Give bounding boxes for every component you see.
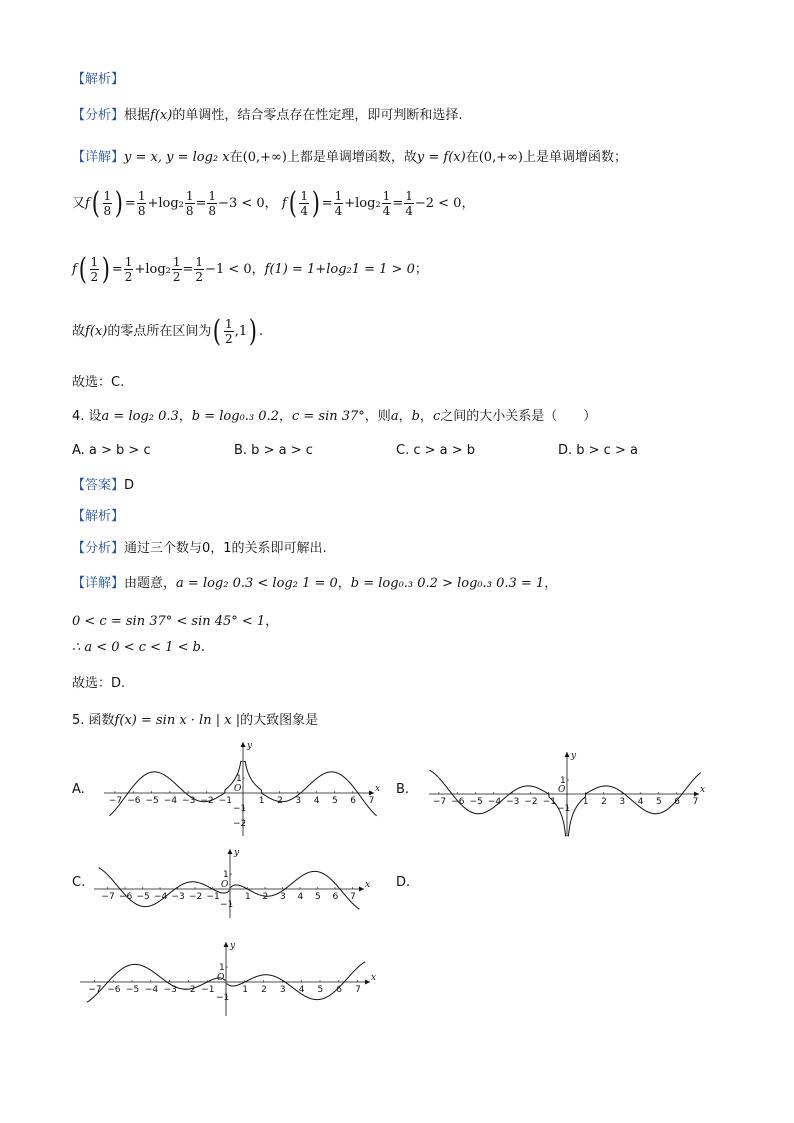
y-axis-arrow [241, 742, 246, 747]
q4-option-b: B. b > a > c [234, 443, 313, 458]
y-axis-arrow [228, 849, 233, 854]
x-tick-label: −1 [201, 985, 215, 995]
q5-label-d: D. [396, 875, 411, 890]
x-tick-label: −1 [218, 796, 232, 806]
q3-eval-line-1: 又f( $\frac{1}{8}$ ) = $\frac{1}{8}$ +log₂ $\frac{1}{8}$ = $\frac{1}{8}$ −3 < 0， f( $\frac{1}{4}$ ) = $\frac{1}{4}$ +log₂ $\frac{1}{4}$ = $\frac{1}{4}$ −2 < 0， [72, 186, 475, 221]
x-tick-label: 1 [245, 892, 251, 902]
x-axis-arrow [369, 791, 374, 796]
x-tick-label: −5 [145, 796, 159, 806]
x-tick-label: 4 [313, 796, 320, 806]
x-tick-label: 7 [368, 796, 375, 806]
origin-label: O [234, 784, 242, 794]
x-tick-label: −6 [119, 892, 133, 902]
q3-fenxi-tag: 【分析】 [72, 108, 125, 123]
q5-label-c: C. [72, 875, 86, 890]
x-tick-label: 7 [350, 892, 356, 902]
x-tick-label: −6 [107, 985, 121, 995]
y-tick-label: −2 [233, 819, 247, 829]
origin-label: O [221, 880, 229, 890]
x-tick-label: −4 [144, 985, 159, 995]
q4-option-d: D. b > c > a [558, 443, 638, 458]
q3-conclusion: 故f(x)的零点所在区间为( $\frac{1}{2}$ ,1) . [72, 314, 263, 349]
y-tick-label: 1 [236, 774, 242, 784]
q5-label-b: B. [396, 782, 410, 797]
x-axis-label: x [375, 784, 380, 794]
x-tick-label: 6 [336, 985, 343, 995]
x-tick-label: −1 [542, 797, 556, 807]
x-tick-label: 1 [258, 796, 265, 806]
y-tick-label: −1 [220, 900, 234, 910]
q3-xiangjie-line: 【详解】y = x, y = log₂ x在(0,+∞)上都是单调增函数，故y = f(x)在(0,+∞)上是单调增函数； [72, 150, 628, 165]
x-tick-label: 6 [332, 892, 339, 902]
x-tick-label: 3 [279, 985, 286, 995]
x-axis-label: x [700, 785, 705, 795]
x-tick-label: −5 [136, 892, 150, 902]
y-tick-label: −1 [216, 993, 230, 1003]
x-tick-label: 1 [582, 797, 589, 807]
q4-fenxi-line: 【分析】通过三个数与0，1的关系即可解出. [72, 541, 327, 556]
y-axis-label: y [247, 741, 253, 751]
q4-line-3: ∴ a < 0 < c < 1 < b. [72, 640, 206, 655]
q4-line-2: 0 < c = sin 37° < sin 45° < 1， [72, 614, 279, 629]
x-tick-label: −2 [200, 796, 214, 806]
x-tick-label: 3 [280, 892, 286, 902]
y-tick-label: 1 [223, 870, 229, 880]
x-tick-label: 2 [277, 796, 283, 806]
q4-xiangjie-line: 【详解】由题意，a = log₂ 0.3 < log₂ 1 = 0，b = log₀.₃ 0.2 > log₀.₃ 0.3 = 1， [72, 576, 558, 591]
x-tick-label: 4 [637, 797, 644, 807]
x-tick-label: 2 [261, 985, 267, 995]
q3-eval-line-2: f( $\frac{1}{2}$ ) = $\frac{1}{2}$ +log₂ $\frac{1}{2}$ = $\frac{1}{2}$ −1 < 0，f(1) = 1+log₂1 = 1 > 0； [72, 252, 428, 287]
q5-stem: 5. 函数f(x) = sin x · ln | x |的大致图象是 [72, 713, 319, 728]
x-tick-label: −3 [163, 985, 177, 995]
q5-graph-c [90, 845, 370, 920]
q4-stem: 4. 设a = log₂ 0.3，b = log₀.₃ 0.2，c = sin 37°，则a，b，c之间的大小关系是（ ） [72, 409, 597, 424]
x-tick-label: −6 [127, 796, 141, 806]
x-tick-label: 5 [317, 985, 324, 995]
x-tick-label: 3 [295, 796, 302, 806]
y-tick-label: −1 [557, 804, 571, 814]
x-axis-arrow [365, 980, 370, 985]
x-tick-label: 5 [315, 892, 321, 902]
y-axis-arrow [565, 752, 570, 757]
x-tick-label: −6 [451, 797, 465, 807]
x-axis-arrow [694, 792, 699, 797]
x-tick-label: 3 [619, 797, 626, 807]
x-tick-label: −5 [126, 985, 140, 995]
x-tick-label: −7 [101, 892, 115, 902]
x-tick-label: 6 [674, 797, 681, 807]
y-tick-label: 1 [560, 776, 566, 786]
y-axis-label: y [571, 751, 577, 761]
q5-graph-a [100, 738, 380, 838]
q3-jiexi-tag: 【解析】 [72, 72, 125, 87]
x-tick-label: −2 [182, 985, 196, 995]
x-tick-label: −4 [163, 796, 178, 806]
q4-choice: 故选：D. [72, 676, 126, 691]
x-tick-label: 5 [332, 796, 338, 806]
x-tick-label: −4 [154, 892, 168, 902]
q4-answer-line: 【答案】D [72, 478, 135, 493]
origin-label: O [558, 785, 566, 795]
x-axis-arrow [359, 887, 364, 892]
q4-option-a: A. a > b > c [72, 443, 151, 458]
x-tick-label: −3 [182, 796, 196, 806]
x-tick-label: 1 [242, 985, 249, 995]
q4-jiexi-tag: 【解析】 [72, 509, 125, 524]
x-tick-label: −2 [524, 797, 538, 807]
x-axis-label: x [371, 973, 376, 983]
x-tick-label: −5 [469, 797, 483, 807]
q3-answer: 故选：C. [72, 375, 125, 390]
q5-graph-b [425, 748, 705, 838]
x-tick-label: −3 [171, 892, 185, 902]
q5-label-a: A. [72, 782, 85, 797]
x-tick-label: −3 [506, 797, 520, 807]
x-tick-label: −4 [487, 797, 502, 807]
x-tick-label: 6 [350, 796, 357, 806]
y-tick-label: 1 [219, 963, 225, 973]
q4-option-c: C. c > a > b [396, 443, 476, 458]
q3-xiangjie-tag: 【详解】 [72, 150, 125, 165]
x-tick-label: 5 [656, 797, 662, 807]
y-axis-label: y [234, 848, 240, 858]
x-tick-label: 2 [262, 892, 269, 902]
x-tick-label: −7 [432, 797, 447, 807]
x-tick-label: −7 [88, 985, 102, 995]
x-tick-label: −1 [206, 892, 220, 902]
origin-label: O [217, 973, 225, 983]
x-tick-label: 4 [297, 892, 304, 902]
q5-graph-d [76, 938, 376, 1018]
x-tick-label: 2 [601, 797, 607, 807]
q3-fenxi-line: 【分析】根据f(x)的单调性，结合零点存在性定理，即可判断和选择. [72, 108, 463, 123]
y-axis-label: y [230, 941, 236, 951]
y-axis-arrow [224, 942, 229, 947]
x-tick-label: −7 [108, 796, 123, 806]
x-axis-label: x [365, 880, 370, 890]
x-tick-label: 7 [692, 797, 699, 807]
x-tick-label: 7 [355, 985, 361, 995]
x-tick-label: 4 [298, 985, 305, 995]
y-tick-label: −1 [233, 804, 247, 814]
x-tick-label: −2 [189, 892, 203, 902]
